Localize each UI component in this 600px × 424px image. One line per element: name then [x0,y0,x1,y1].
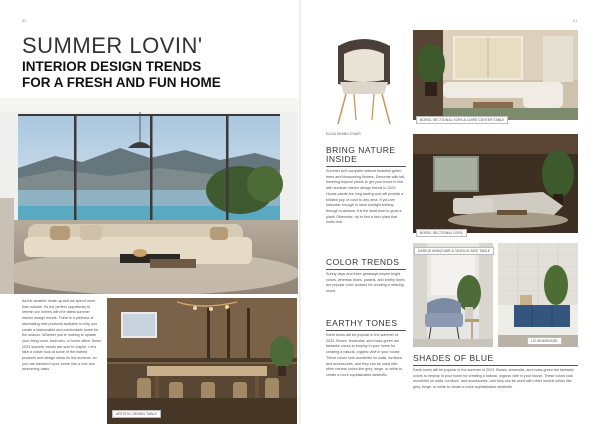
headline-bold-line-1: INTERIOR DESIGN TRENDS [22,59,202,74]
page-number-right: 81 [573,18,578,23]
hero-living-room-illustration [0,98,298,294]
armchair-room-illustration [413,243,493,347]
section-body-earthy-tones: Earth tones will be popular in the summer of 2023. Brown, terracotta, and moss green are fantastic colors to employ in your home for creating a natural, organic vibe in your house. These colors look wonderful on walls, furniture, and accessories, and they can be used with other neutral colors like grey, beige, or white to create a more sophisticated aesthetic. [326,333,403,377]
sideboard-room-illustration [498,243,578,347]
caption-sectional-sofa: BOREL SECTIONAL SOFA [416,229,467,237]
section-title-nature-line-1: BRING NATURE [326,145,396,155]
caption-dining-table: ARTISTIC DINING TABLE [112,410,161,418]
sectional-sofa-room-illustration [413,30,578,120]
section-title-color-trends: COLOR TRENDS [326,257,400,267]
dining-room-photo [107,298,297,424]
armchair-room-photo [413,243,493,347]
section-rule-earthy [326,330,406,331]
caption-dining-chair: ELISA DINING CHAIR [326,132,361,136]
sectional-sofa-lounge-photo [413,134,578,233]
section-body-color-trends: Sunny days and fresh getaways inspire bright colors, whereas blues, pastels, and earthy tones are popular color choices for creating a relaxing mood. [326,272,405,294]
section-rule-color [326,269,406,270]
page-number-left: 80 [22,18,27,23]
section-body-nature: Summer isn't complete without beautiful green trees and blossoming flowers. Decorate with tall, towering tropical plants to get your home in line with summer interior design trends in 2023. House plants are long-lasting and will provide a brilliant pop of color to any area. If you are fortunate enough to have sunlight shining through a window, it is the ideal time to grow a plant! Otherwise, try to find a faux plant that looks real. [326,169,406,225]
section-body-shades-of-blue: Earth tones will be popular in the summer of 2023. Brown, terracotta, and moss green are fantastic colors to employ in your home for creating a natural, organic vibe in your house. These colors look wonderful on walls, furniture, and accessories, and they can be used with other neutral colors like grey, beige, or white to create a more sophisticated aesthetic. [413,368,574,390]
page-gutter [299,0,301,424]
dining-chair-photo [324,30,404,130]
sectional-sofa-room-photo [413,30,578,120]
caption-sectional-sofa-table: BOREL SECTIONAL SOFA & LOIRE CENTER TABLE [416,116,508,124]
caption-armchair-side-table: DARIUS ARMCHAIR & VINCIUS SIDE TABLE [414,247,494,255]
sectional-sofa-lounge-illustration [413,134,578,233]
headline-light: SUMMER LOVIN' [22,33,203,58]
section-rule-blue [413,365,578,366]
section-title-shades-of-blue: SHADES OF BLUE [413,353,494,363]
hero-living-room-photo [0,98,298,294]
caption-sideboard: LIZ SIDEBOARD [527,337,562,345]
section-rule-nature [326,166,406,167]
section-title-nature-line-2: INSIDE [326,154,358,164]
dining-room-illustration [107,298,297,424]
headline-bold-line-2: FOR A FRESH AND FUN HOME [22,75,221,90]
section-title-earthy-tones: EARTHY TONES [326,318,398,328]
sideboard-room-photo [498,243,578,347]
dining-chair-illustration [324,30,404,130]
intro-paragraph: As the weather heats up and we spend more time outside, it's the perfect opportunity to refresh our homes with the latest summer interior design trends. There is a plethora of fascinating new products available to help you create a fashionable and comfortable home for the season. Whether you're looking to update your living room, bedroom, or home office, these 2023 summer trends are sure to inspire. Let's take a closer look at some of the hottest products and design ideas for the summer, so you can transform your home into a chic and welcoming oasis. [22,299,102,372]
